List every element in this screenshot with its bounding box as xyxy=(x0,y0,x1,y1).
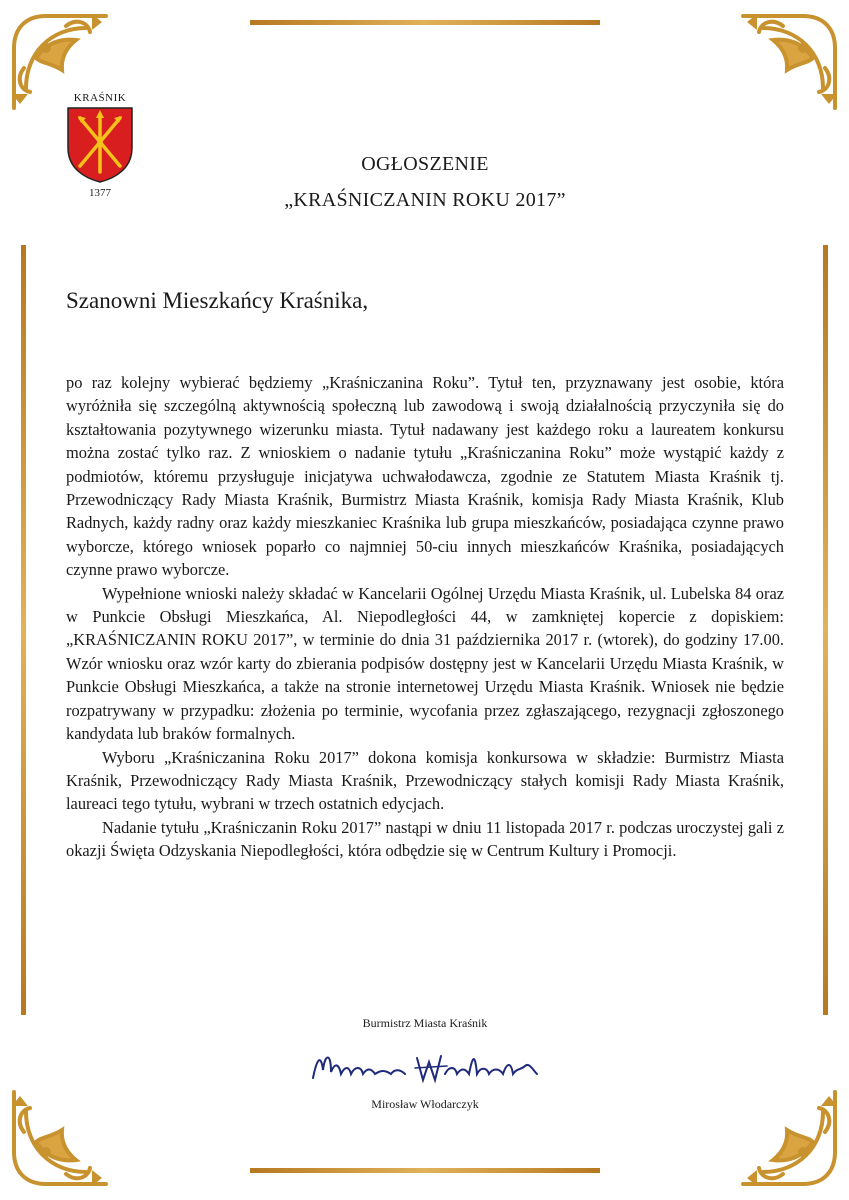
top-gold-bar xyxy=(250,20,600,25)
paragraph: Nadanie tytułu „Kraśniczanin Roku 2017” nastąpi w dniu 11 listopada 2017 r. podczas uroczystej gali z okazji Święta Odzyskania Niepodległości, która odbędzie się w Centrum Kultury i Promocji. xyxy=(66,817,784,861)
coat-of-arms-icon xyxy=(66,106,134,184)
corner-ornament-icon xyxy=(733,1082,843,1192)
paragraph: Wypełnione wnioski należy składać w Kancelarii Ogólnej Urzędu Miasta Kraśnik, ul. Lubelska 84 oraz w Punkcie Obsługi Mieszkańca, Al. Niepodległości 44, w zamkniętej kopercie z dopiskiem: „KRAŚNICZANIN ROKU 2017”, w terminie do dnia 31 października 2017 r. (wtorek), do godziny 17.00. Wzór wniosku oraz wzór karty do zbierania podpisów dostępny jest w Kancelarii Urzędu Miasta Kraśnik, w Punkcie Obsługi Mieszkańca, a także na stronie internetowej Urzędu Miasta Kraśnik. Wniosek nie będzie rozpatrywany w przypadku: złożenia po terminie, wycofania przez zgłaszającego, rezygnacji zgłoszonego kandydata lub braków formalnych. xyxy=(66,583,784,744)
handwritten-signature xyxy=(305,1040,545,1090)
signatory-role: Burmistrz Miasta Kraśnik xyxy=(362,1016,488,1030)
paragraph: po raz kolejny wybierać będziemy „Kraśniczanina Roku”. Tytuł ten, przyznawany jest osobie, która wyróżniła się szczególną aktywnością społeczną lub zawodową i swoją działalnością przyczyniła się do kształtowania pozytywnego wizerunku miasta. Tytuł nadawany jest każdego roku a laureatem konkursu można zostać tylko raz. Z wnioskiem o nadanie tytułu „Kraśniczanina Roku” może wystąpić każdy z podmiotów, któremu przysługuje inicjatywa uchwałodawcza, zgodnie ze Statutem Miasta Kraśnik tj. Przewodniczący Rady Miasta Kraśnik, Burmistrz Miasta Kraśnik, komisja Rady Miasta Kraśnik, Klub Radnych, każdy radny oraz każdy mieszkaniec Kraśnika lub grupa mieszkańców, posiadająca czynne prawo wyborcze, którego wniosek poparło co najmniej 50-ciu innych mieszkańców Kraśnika, posiadających czynne prawo wyborcze. xyxy=(66,373,784,580)
paragraph: Wyboru „Kraśniczanina Roku 2017” dokona komisja konkursowa w składzie: Burmistrz Miasta Kraśnik, Przewodniczący Rady Miasta Kraśnik, Przewodniczący stałych komisji Rady Miasta Kraśnik, laureaci tego tytułu, wybrani w trzech ostatnich edycjach. xyxy=(66,747,784,814)
greeting: Szanowni Mieszkańcy Kraśnika, xyxy=(66,288,369,313)
bottom-gold-bar xyxy=(250,1168,600,1173)
left-gold-bar xyxy=(21,245,26,1015)
corner-ornament-icon xyxy=(6,1082,116,1192)
crest-town-name: KRAŚNIK xyxy=(73,92,127,104)
title-line-1: OGŁOSZENIE xyxy=(361,153,489,175)
announcement-body xyxy=(66,371,784,863)
announcement-title xyxy=(250,146,600,218)
signatory-name: Mirosław Włodarczyk xyxy=(371,1097,479,1111)
title-line-2: „KRAŚNICZANIN ROKU 2017” xyxy=(284,189,566,211)
corner-ornament-icon xyxy=(733,8,843,118)
crest-year: 1377 xyxy=(89,187,111,199)
right-gold-bar xyxy=(823,245,828,1015)
